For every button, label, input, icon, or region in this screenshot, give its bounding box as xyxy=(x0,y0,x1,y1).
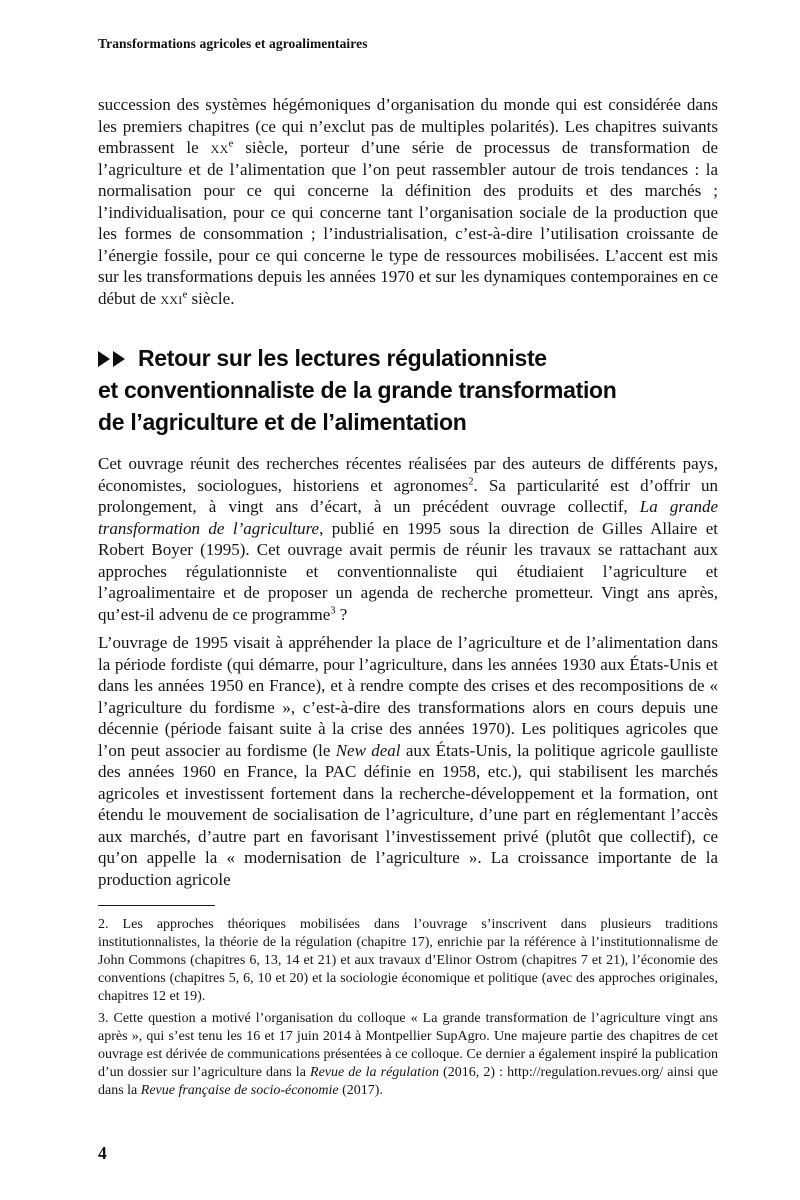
double-triangle-right-icon xyxy=(98,351,129,367)
heading-text-line-1: Retour sur les lectures régulationniste xyxy=(138,345,547,371)
footnote-2: 2. Les approches théoriques mobilisées dans l’ouvrage s’inscrivent dans plusieurs traditions institutionnalistes, la théorie de la régulation (chapitre 17), enrichie par la référence à l’institutionnalisme de John Commons (chapitres 6, 13, 14 et 21) et aux travaux d’Elinor Ostrom (chapitres 7 et 21), l’économie des conventions (chapitres 5, 6, 10 et 20) et la sociologie économique et politique (avec des approches originales, chapitres 12 et 19). xyxy=(98,917,718,1004)
paragraph-ouvrage-reunit: Cet ouvrage réunit des recherches récentes réalisées par des auteurs de différents pays, économistes, sociologues, historiens et agronomes$^2$. Sa particularité est d’offrir un prolongement, à vingt ans d’écart, à un précédent ouvrage collectif, La grande transformation de l’agriculture, publié en 1995 sous la direction de Gilles Allaire et Robert Boyer (1995). Cet ouvrage avait permis de réunir les travaux se rattachant aux approches régulationniste et conventionnaliste qui étudiaient l’agriculture et l’agroalimentaire et de proposer un agenda de recherche prometteur. Vingt ans après, qu’est-il advenu de ce programme$^3$ ? xyxy=(98,454,719,624)
section-heading xyxy=(98,342,718,438)
page-number: 4 xyxy=(98,1143,107,1163)
footnote-3: 3. Cette question a motivé l’organisation du colloque « La grande transformation de l’agriculture vingt ans après », qui s’est tenu les 16 et 17 juin 2014 à Montpellier SupAgro. Une majeure partie des chapitres de cet ouvrage est dérivée de communications présentées à ce colloque. Ce dernier a également inspiré la publication d’un dossier sur l’agriculture dans la Revue de la régulation (2016, 2) : http://regulation.revues.org/ ainsi que dans la Revue française de socio-économie (2017). xyxy=(98,1011,718,1098)
footnote-separator-rule xyxy=(98,905,215,906)
paragraph-ouvrage-1995: L’ouvrage de 1995 visait à appréhender la place de l’agriculture et de l’alimentation dans la période fordiste (qui démarre, pour l’agriculture, dans les années 1930 aux États-Unis et dans les années 1950 en France), et à rendre compte des crises et des recompositions de « l’agriculture du fordisme », c’est-à-dire des transformations alors en cours depuis une décennie (période faisant suite à la crise des années 1970). Les politiques agricoles que l’on peut associer au fordisme (le New deal aux États-Unis, la politique agricole gaulliste des années 1960 en France, la PAC définie en 1958, etc.), qui stabilisent les marchés agricoles et investissent fortement dans la recherche-développement et la formation, ont étendu le mouvement de socialisation de l’agriculture, d’une part en réglementant l’accès aux marchés, d’autre part en favorisant l’investissement privé (plutôt que collectif), ce qu’on appelle la « modernisation de l’agriculture ». La croissance importante de la production agricole xyxy=(98,633,718,889)
section-heading-line-2: et conventionnaliste de la grande transformation xyxy=(98,377,617,403)
running-header: Transformations agricoles et agroalimentaires xyxy=(98,36,368,51)
section-heading-line-3: de l’agriculture et de l’alimentation xyxy=(98,409,467,435)
footnotes-block xyxy=(98,916,718,1100)
paragraph-continuation: succession des systèmes hégémoniques d’organisation du monde qui est considérée dans les premiers chapitres (ce qui n’exclut pas de multiples polarités). Les chapitres suivants embrassent le $xx^e$ siècle, porteur d’une série de processus de transformation de l’agriculture et de l’alimentation que l’on peut rassembler autour de trois tendances : la normalisation pour ce qui concerne la définition des produits et des marchés ; l’individualisation, pour ce qui concerne tant l’organisation sociale de la production que les formes de consommation ; l’industrialisation, c’est-à-dire l’utilisation croissante de l’énergie fossile, pour ce qui concerne le type de ressources mobilisées. L’accent est mis sur les transformations depuis les années 1970 et sur les dynamiques contemporaines en ce début de xxi$^e$ siècle. xyxy=(98,95,719,308)
section-heading-line-1 xyxy=(98,342,718,374)
